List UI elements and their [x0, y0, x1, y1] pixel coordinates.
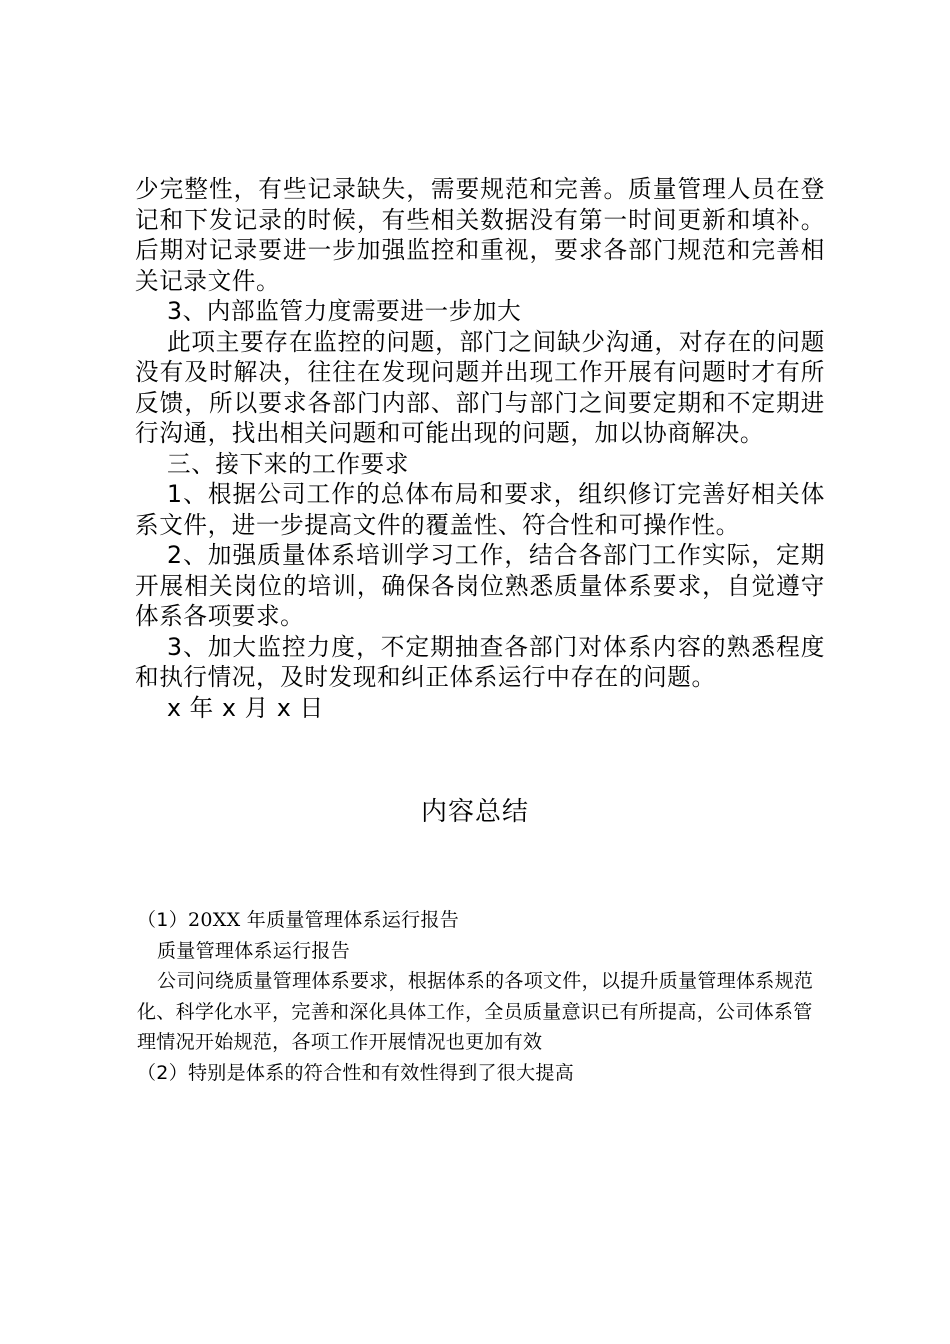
paragraph-records: 少完整性，有些记录缺失，需要规范和完善。质量管理人员在登记和下发记录的时候，有些相关数据没有第一时间更新和填补。后期对记录要进一步加强监控和重视，要求各部门规范和完善相关记录文件。 [135, 175, 825, 295]
summary-item-1 [137, 905, 825, 936]
summary-section [137, 905, 825, 1089]
summary-report-title: 质量管理体系运行报告 [157, 939, 351, 962]
document-body [135, 174, 825, 723]
heading-next-requirements: 三、接下来的工作要求 [167, 449, 409, 478]
summary-item-1-year: 20XX [188, 909, 241, 931]
paragraph-supervision-issue: 此项主要存在监控的问题，部门之间缺少沟通，对存在的问题没有及时解决，往往在发现问题并出现工作开展有问题时才有所反馈，所以要求各部门内部、部门与部门之间要定期和不定期进行沟通，找出相关问题和可能出现的问题，加以协商解决。 [135, 327, 825, 447]
summary-item-1-prefix: （1） [137, 909, 188, 931]
heading-internal-supervision: 3、内部监管力度需要进一步加大 [167, 297, 522, 325]
paragraph-requirement-2: 2、加强质量体系培训学习工作，结合各部门工作实际，定期开展相关岗位的培训，确保各岗位熟悉质量体系要求，自觉遵守体系各项要求。 [135, 541, 825, 630]
paragraph-requirement-3: 3、加大监控力度，不定期抽查各部门对体系内容的熟悉程度和执行情况，及时发现和纠正体系运行中存在的问题。 [135, 632, 825, 691]
summary-item-2: （2）特别是体系的符合性和有效性得到了很大提高 [137, 1061, 574, 1084]
document-date: x 年 x 月 x 日 [167, 693, 324, 722]
paragraph-requirement-1: 1、根据公司工作的总体布局和要求，组织修订完善好相关体系文件，进一步提高文件的覆盖性、符合性和可操作性。 [135, 480, 825, 539]
summary-paragraph: 公司问绕质量管理体系要求，根据体系的各项文件，以提升质量管理体系规范化、科学化水平，完善和深化具体工作，全员质量意识已有所提高，公司体系管理情况开始规范，各项工作开展情况也更加有效 [137, 970, 814, 1054]
summary-title: 内容总结 [420, 797, 529, 827]
summary-item-1-text: 年质量管理体系运行报告 [240, 909, 460, 931]
